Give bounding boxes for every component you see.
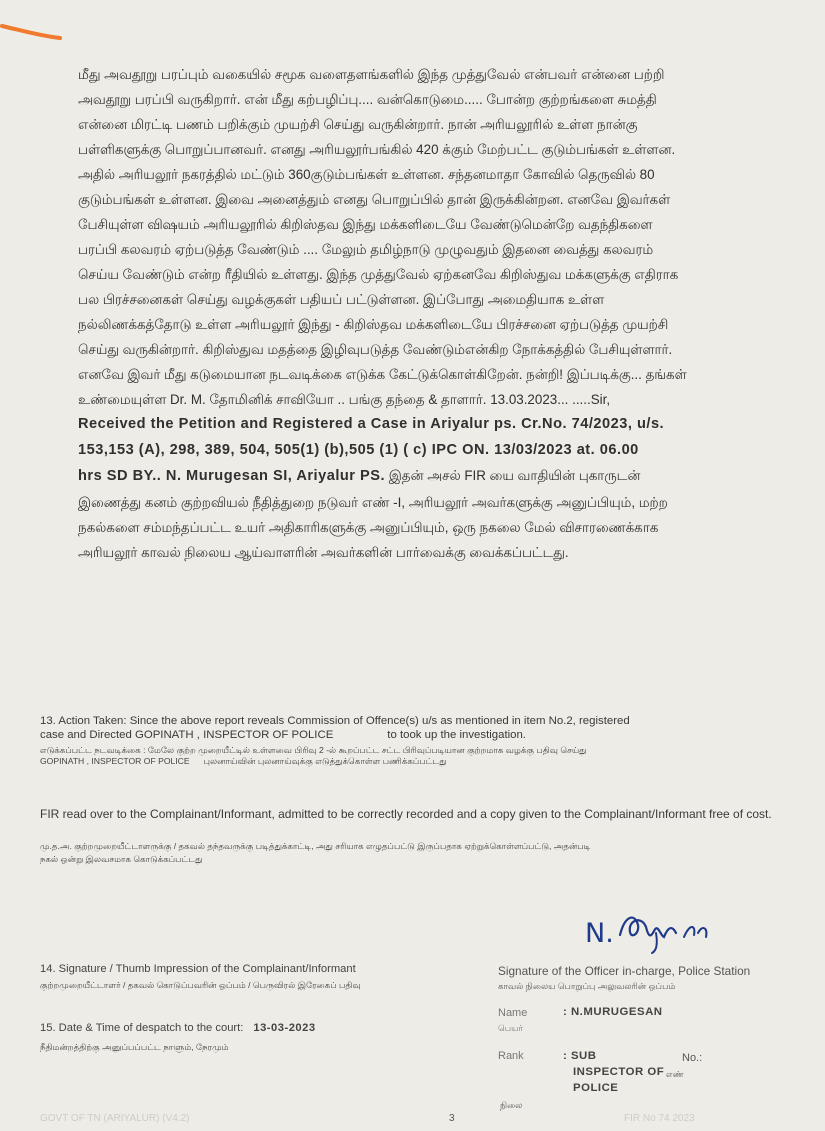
officer-rank-line2: INSPECTOR OF bbox=[573, 1066, 665, 1078]
body-line: பள்ளிகளுக்கு பொறுப்பானவர். எனது அரியலூர்பங்கில் 420 க்கும் மேற்பட்ட குடும்பங்கள் உள்ளன. bbox=[78, 142, 676, 157]
pen-mark bbox=[0, 18, 62, 40]
rank-label: Rank bbox=[498, 1050, 524, 1062]
fir-read-tamil-line1: மு.த.அ. குற்றமுறையீட்டாளருக்கு / தகவல் தந்தவருக்கு படித்துக்காட்டி, அது சரியாக எழுதப்பட்டு இருப்பதாக ஏற்றுக்கொள்ளப்பட்டு, அதன்படி bbox=[40, 841, 591, 851]
mixed-line-tamil: இதன் அசல் FIR யை வாதியின் புகாருடன் bbox=[385, 468, 641, 483]
despatch-date-label-tamil: நீதிமன்றத்திற்கு அனுப்பப்பட்ட நாளும், நேரமும் bbox=[40, 1042, 229, 1052]
complainant-signature-label: 14. Signature / Thumb Impression of the Complainant/Informant bbox=[40, 963, 356, 975]
number-label-tamil: எண் bbox=[666, 1069, 684, 1079]
registration-line: Received the Petition and Registered a Case in Ariyalur ps. Cr.No. 74/2023, u/s. bbox=[78, 416, 665, 432]
action-taken-tamil-line1: எடுக்கப்பட்ட நடவடிக்கை : மேலே குற்ற முறையீட்டில் உள்ளவை பிரிவு 2 -ல் கூறப்பட்ட சட்ட பிரிவுப்படியான குற்றமாக வழக்கு பதிவு செய்து bbox=[40, 745, 587, 755]
page-number: 3 bbox=[449, 1113, 455, 1124]
officer-line: hrs SD BY.. N. Murugesan SI, Ariyalur PS. bbox=[78, 468, 386, 484]
body-line: அதில் அரியலூர் நகரத்தில் மட்டும் 360குடும்பங்கள் உள்ளன. சந்தனமாதா கோவில் தெருவில் 80 bbox=[78, 167, 655, 182]
body-line: நகல்களை சம்மந்தப்பட்ட உயர் அதிகாரிகளுக்கு அனுப்பியும், ஒரு நகலை மேல் விசாரணைக்காக bbox=[78, 519, 659, 535]
station-label-tamil: நிலை bbox=[500, 1100, 523, 1110]
body-line: செய்ய வேண்டும் என்ற ரீதியில் உள்ளது. இந்த முத்துவேல் ஏற்கனவே கிறிஸ்துவ மக்களுக்கு எதிராக bbox=[78, 267, 679, 282]
officer-signature-label: Signature of the Officer in-charge, Police Station bbox=[498, 964, 751, 978]
body-line: அரியலூர் காவல் நிலைய ஆய்வாளரின் அவர்களின் பார்வைக்கு வைக்கப்பட்டது. bbox=[78, 544, 569, 560]
action-taken-line1: 13. Action Taken: Since the above report reveals Commission of Offence(s) u/s as mentioned in item No.2, registered bbox=[40, 715, 630, 727]
registration-line: 153,153 (A), 298, 389, 504, 505(1) (b),505 (1) ( c) IPC ON. 13/03/2023 at. 06.00 bbox=[78, 441, 639, 458]
body-line: பரப்பி கலவரம் ஏற்படுத்த வேண்டும் .... மேலும் தமிழ்நாடு முழுவதும் இதனை வைத்து கலவரம் bbox=[78, 242, 654, 257]
fir-read-tamil-line2: நகல் ஒன்று இலவசமாக கொடுக்கப்பட்டது bbox=[40, 854, 203, 864]
officer-signature-label-tamil: காவல் நிலைய பொறுப்பு அலுவலரின் ஒப்பம் bbox=[498, 981, 676, 991]
action-taken-tamil-line2 bbox=[40, 756, 810, 767]
despatch-date-value: 13-03-2023 bbox=[253, 1022, 316, 1034]
officer-name: : N.MURUGESAN bbox=[563, 1006, 663, 1018]
directed-officer: case and Directed GOPINATH , INSPECTOR OF POLICE bbox=[40, 728, 334, 741]
body-line: அவதூறு பரப்பி வருகிறார். என் மீது கற்பழிப்பு.... வன்கொடுமை..... போன்ற குற்றங்களை சுமத்தி bbox=[78, 92, 657, 107]
number-label: No.: bbox=[682, 1052, 703, 1064]
body-line: மீது அவதூறு பரப்பும் வகையில் சமூக வளைதளங்களில் இந்த முத்துவேல் என்பவர் என்னை பற்றி bbox=[78, 67, 665, 82]
name-label: Name bbox=[498, 1007, 528, 1019]
footer-fir-number: FIR No 74 2023 bbox=[624, 1113, 695, 1124]
signature-initial: N. bbox=[585, 918, 614, 949]
investigation-text-tamil: புலனாய்வின் புலனாய்வுக்கு எடுத்துக்கொள்ள பணிக்கப்பட்டது bbox=[203, 756, 447, 766]
complaint-body bbox=[78, 62, 798, 565]
body-line: இணைத்து கனம் குற்றவியல் நீதித்துறை நடுவர் எண் -I, அரியலூர் அவர்களுக்கு அனுப்பியும், மற்ற bbox=[78, 494, 668, 510]
officer-rank-line3: POLICE bbox=[573, 1082, 619, 1094]
investigation-text: to took up the investigation. bbox=[387, 728, 526, 741]
body-line: செய்து வருகின்றார். கிறிஸ்துவ மதத்தை இழிவுபடுத்த வேண்டும்என்கிற நோக்கத்தில் பேசியுள்ளார். bbox=[78, 342, 673, 357]
footer-system-name: GOVT OF TN (ARIYALUR) (V4.2) bbox=[40, 1113, 190, 1124]
complainant-signature-label-tamil: குற்றமுறையீட்டாளர் / தகவல் கொடுப்பவரின் ஒப்பம் / பெருவிரல் இரேகைப் பதிவு bbox=[40, 980, 361, 990]
officer-signature bbox=[580, 905, 740, 955]
body-line: குடும்பங்கள் உள்ளன. இவை அனைத்தும் எனது பொறுப்பில் தான் இருக்கின்றன. எனவே இவர்கள் bbox=[78, 192, 671, 207]
body-line: என்னை மிரட்டி பணம் பறிக்கும் முயற்சி செய்து வருகின்றார். நான் அரியலூரில் உள்ள நான்கு bbox=[78, 117, 638, 132]
body-line: பேசியுள்ள விஷயம் அரியலூரில் கிறிஸ்தவ இந்து மக்களிடையே வேண்டுமென்றே வதந்திகளை bbox=[78, 217, 653, 232]
fir-read-over-tamil bbox=[40, 840, 800, 866]
despatch-label-text: 15. Date & Time of despatch to the court: bbox=[40, 1022, 244, 1034]
name-label-tamil: பெயர் bbox=[498, 1023, 523, 1033]
action-taken-section bbox=[40, 715, 810, 767]
mixed-line bbox=[78, 463, 798, 490]
action-taken-line2 bbox=[40, 729, 810, 743]
body-line: எனவே இவர் மீது கடுமையான நடவடிக்கை எடுக்க கேட்டுக்கொள்கிறேன். நன்றி! இப்படிக்கு... தங்கள் bbox=[78, 367, 687, 382]
fir-read-over-text: FIR read over to the Complainant/Informant, admitted to be correctly recorded and a copy given to the Complainant/Informant free of cost. bbox=[40, 807, 772, 821]
body-line: உண்மையுள்ள Dr. M. தோமினிக் சாவியோ .. பங்கு தந்தை & தாளார். 13.03.2023... .....Sir, bbox=[78, 392, 611, 407]
body-line: பல பிரச்சனைகள் செய்து வழக்குகள் பதியப் பட்டுள்ளன. இப்போது அமைதியாக உள்ள bbox=[78, 292, 605, 307]
despatch-date-label bbox=[40, 1022, 316, 1034]
directed-officer-tamil: GOPINATH , INSPECTOR OF POLICE bbox=[40, 756, 190, 766]
officer-rank-line1: : SUB bbox=[563, 1050, 597, 1062]
body-line: நல்லிணக்கத்தோடு உள்ள அரியலூர் இந்து - கிறிஸ்தவ மக்களிடையே பிரச்சனை ஏற்படுத்த முயற்சி bbox=[78, 317, 669, 332]
